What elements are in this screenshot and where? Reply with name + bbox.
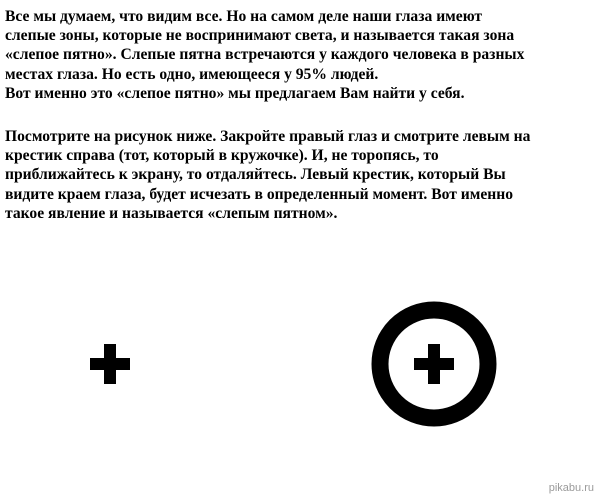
instruction-line: видите краем глаза, будет исчезать в определенный момент. Вот именно [5,185,514,203]
instructions-paragraph [5,127,597,223]
intro-line: Вот именно это «слепое пятно» мы предлагаем Вам найти у себя. [5,84,465,102]
watermark: pikabu.ru [548,482,594,494]
instruction-line: такое явление и называется «слепым пятном». [5,204,338,222]
intro-line: слепые зоны, которые не воспринимают света, и называется такая зона [5,27,515,45]
target-cross-shape [414,344,454,384]
intro-line: «слепое пятно». Слепые пятна встречаются у каждого человека в разных [5,46,525,64]
intro-paragraph [5,7,597,103]
instruction-line: крестик справа (тот, который в кружочке). И, не торопясь, то [5,147,439,165]
plus-cross-icon [90,344,130,384]
instruction-line: Посмотрите на рисунок ниже. Закройте правый глаз и смотрите левым на [5,128,531,145]
circled-plus-cross-icon [371,301,497,427]
instruction-line: приближайтесь к экрану, то отдаляйтесь. Левый крестик, который Вы [5,166,506,184]
left-cross-shape [90,344,130,384]
intro-line: Все мы думаем, что видим все. Но на самом деле наши глаза имеют [5,8,483,25]
intro-line: местах глаза. Но есть одно, имеющееся у 95% людей. [5,65,379,83]
